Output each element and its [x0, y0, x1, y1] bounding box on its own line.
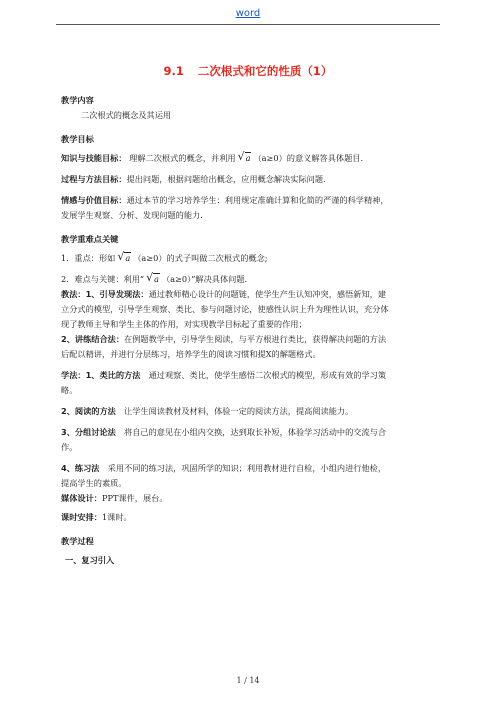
- time-arrangement: 课时安排：1课时。: [61, 512, 132, 522]
- study-3: 3、分组讨论法 将自己的意见在小组内交换，达到取长补短，体验学习活动中的交流与合 作。: [61, 427, 387, 452]
- page-number: 1 / 14: [236, 676, 260, 685]
- goal1-post: （a≥0）的意义解答具体题目.: [253, 153, 364, 163]
- goal-knowledge: [61, 151, 435, 166]
- goal-process: [61, 172, 435, 187]
- heading-process: 教学过程: [61, 536, 94, 546]
- heading-review: 一、复习引入: [65, 555, 115, 565]
- goal3-label: 情感与价值目标：: [61, 195, 127, 205]
- goal3-line2: 发展学生观察、分析、发现问题的能力.: [61, 210, 203, 220]
- sqrt-symbol: √ a: [237, 150, 251, 163]
- header-word-link[interactable]: word: [235, 8, 261, 19]
- goal-emotion: [61, 193, 435, 223]
- title-number: 9.1: [163, 64, 184, 78]
- goal3-line1: 通过本节的学习培养学生：利用规定准确计算和化简的严谨的科学精神，: [126, 195, 389, 205]
- heading-goals: 教学目标: [61, 134, 94, 144]
- content-text: 二次根式的概念及其运用: [81, 110, 172, 120]
- sqrt-symbol: √ a: [146, 271, 159, 284]
- keypoint-2: 2．难点与关键：利用“ √ a （a≥0）”解决具体问题.: [61, 272, 435, 287]
- heading-content: 教学内容: [61, 95, 94, 105]
- title-text: 二次根式和它的性质（1）: [197, 64, 333, 78]
- study-1: 学法：1、类比的方法 通过观察、类比，使学生感悟二次根式的模型，形成有效的学习策 略。: [61, 370, 387, 395]
- goal1-pre: 理解二次根式的概念，并利用: [129, 153, 236, 163]
- document-body: [61, 93, 435, 568]
- goal2-text: 提出问题，根据问题给出概念，应用概念解决实际问题.: [126, 174, 326, 184]
- method-2: 2、讲练结合法：在例题教学中，引导学生阅读，与平方根进行类比，获得解决问题的方法 后配以精讲，并进行分层练习，培养学生的阅读习惯和提X的解题格式。: [61, 334, 387, 359]
- goal2-label: 过程与方法目标：: [61, 174, 127, 184]
- method-1: 教法：1、引导发现法：通过教师精心设计的问题链，使学生产生认知冲突，感悟新知，建 立分式的模型，引导学生观察、类比、参与问题讨论，使感性认识上升为理性认识，充分体 现了教师主导和学生主体的作用，对实现教学目标起了重要的作用；: [61, 289, 389, 329]
- page-title: [0, 63, 496, 79]
- header-divider: [56, 24, 440, 25]
- goal1-label: 知识与技能目标：: [61, 153, 127, 163]
- heading-keypoints: 教学重难点关键: [61, 234, 119, 244]
- media-design: 媒体设计：PPT课件，展台。: [61, 493, 168, 503]
- study-2: 2、阅读的方法 让学生阅读教材及材料，体验一定的阅读方法，提高阅读能力。: [61, 406, 354, 416]
- keypoint-1: 1．重点：形如 √ a （a≥0）的式子叫做二次根式的概念;: [61, 251, 435, 266]
- study-4: 4、练习法 采用不同的练习法，巩固所学的知识；利用教材进行自检，小组内进行他检， 提高学生的素质。: [61, 463, 387, 488]
- sqrt-symbol: √ a: [117, 250, 131, 263]
